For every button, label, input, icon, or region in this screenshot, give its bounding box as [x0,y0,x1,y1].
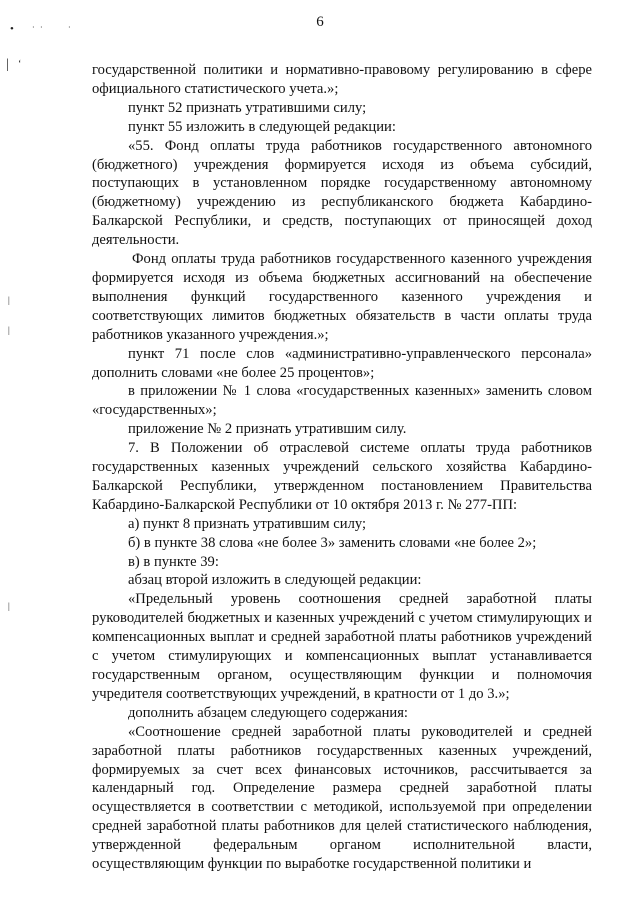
paragraph: Фонд оплаты труда работников государственного казенного учреждения формируется исходя из объема бюджетных ассигнований на обеспечение выполнения функций государственного казенного учреждения и соответствующих лимитов бюджетных обязательств в части оплаты труда работников указанного учреждения.»; [92,251,592,343]
paragraph: пункт 55 изложить в следующей редакции: [128,118,396,135]
scan-mark-dot: • [10,23,14,35]
scan-mark-dot: · [40,23,43,32]
paragraph: абзац второй изложить в следующей редакции: [128,572,422,589]
scan-mark-dot: · [68,23,71,32]
paragraph: в) в пункте 39: [128,553,219,570]
paragraph: государственной политики и нормативно-правовому регулированию в сфере официального статистического учета.»; [92,62,592,97]
scan-mark-tick: | [8,601,10,611]
scan-mark-dot: · [32,23,35,32]
paragraph: дополнить абзацем следующего содержания: [128,704,408,721]
paragraph: приложение № 2 признать утратившим силу. [128,421,407,438]
scan-mark-tick: | [6,57,9,72]
paragraph: а) пункт 8 признать утратившим силу; [128,515,367,532]
scan-mark-tick: | [8,325,10,335]
scan-mark-tick: ‘ [18,59,22,70]
paragraph: «Предельный уровень соотношения средней заработной платы руководителей бюджетных и казенных учреждений с учетом стимулирующих и компенсационных выплат и средней заработной платы работников учреждений с учетом стимулирующих и компенсационных выплат устанавливается государственным органом, осуществляющим функции и полномочия учредителя соответствующих учреждений, в кратности от 1 до 3.»; [92,591,592,702]
page-number: 6 [316,14,324,30]
document-body [92,61,592,874]
paragraph: в приложении № 1 слова «государственных казенных» заменить словом «государственных»; [92,383,592,419]
paragraph: «55. Фонд оплаты труда работников государственного автономного (бюджетного) учреждения формируется исходя из объема субсидий, поступающих в установленном порядке государственному автономному (бюджетному) учреждению из республиканского бюджета Кабардино-Балкарской Республики, и средств, поступающих от приносящей доход деятельности. [92,137,592,249]
paragraph: 7. В Положении об отраслевой системе оплаты труда работников государственных казенных учреждений сельского хозяйства Кабардино-Балкарской Республики, утвержденном постановлением Правительства Кабардино-Балкарской Республики от 10 октября 2013 г. № 277-ПП: [92,440,592,513]
paragraph: пункт 52 признать утратившими силу; [128,99,367,116]
paragraph: «Соотношение средней заработной платы руководителей и средней заработной платы работников государственных казенных учреждений, формируемых за счет всех финансовых источников, рассчитывается за календарный год. Определение размера средней заработной платы осуществляется в соответствии с методикой, используемой при определении средней заработной платы работников для целей статистического наблюдения, утвержденной федеральным органом исполнительной власти, осуществляющим функции по выработке государственной политики и [92,723,592,873]
scan-mark-tick: | [8,295,10,305]
paragraph: пункт 71 после слов «административно-управленческого персонала» дополнить словами «не более 25 процентов»; [92,345,592,381]
paragraph: б) в пункте 38 слова «не более 3» заменить словами «не более 2»; [128,534,537,551]
